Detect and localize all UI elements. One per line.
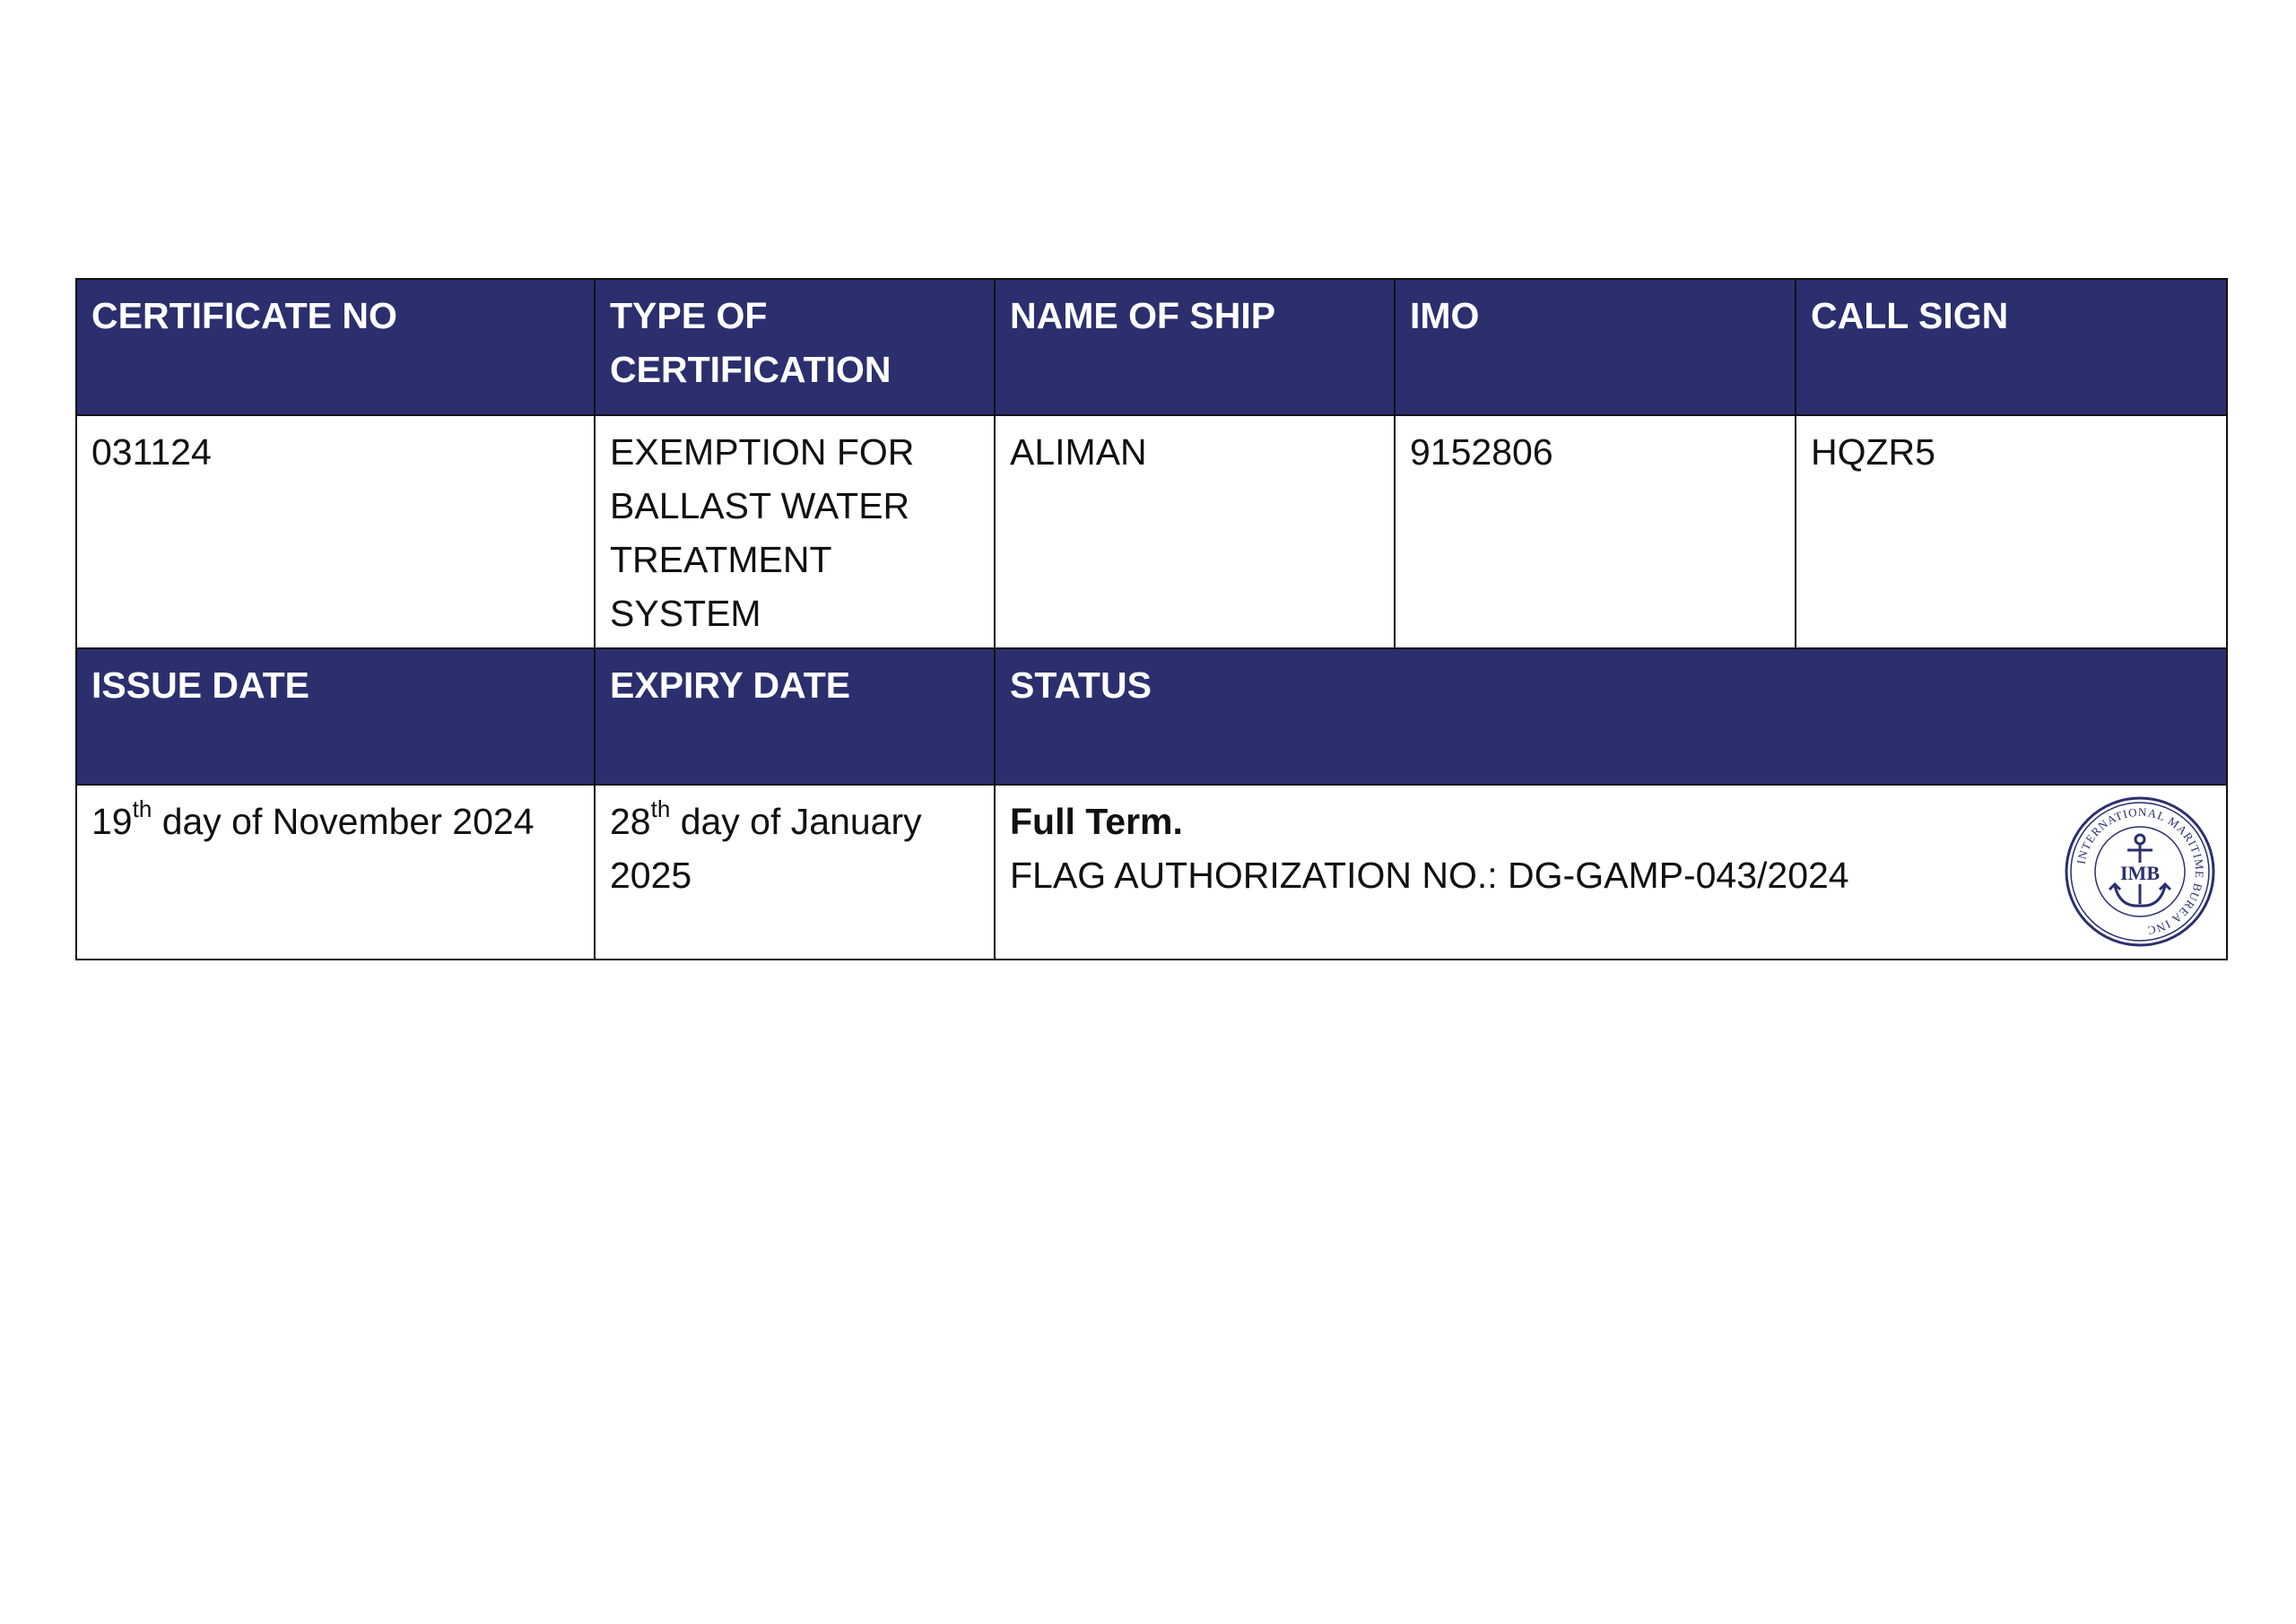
- status-header: STATUS: [995, 648, 2227, 785]
- flag-authorization: FLAG AUTHORIZATION NO.: DG-GAMP-043/2024: [1010, 855, 1849, 896]
- data-row-1: [76, 415, 2227, 648]
- issue-date-value: 19th day of November 2024: [76, 785, 595, 960]
- expiry-date-header: EXPIRY DATE: [595, 648, 995, 785]
- name-of-ship-value: ALIMAN: [995, 415, 1395, 648]
- certificate-no-header: CERTIFICATE NO: [76, 279, 595, 415]
- imb-seal-logo: [2063, 795, 2217, 949]
- imo-value: 9152806: [1395, 415, 1796, 648]
- certificate-no-value: 031124: [76, 415, 595, 648]
- imo-header: IMO: [1395, 279, 1796, 415]
- issue-date-header: ISSUE DATE: [76, 648, 595, 785]
- type-of-certification-value: EXEMPTION FOR BALLAST WATER TREATMENT SYSTEM: [595, 415, 995, 648]
- status-term: Full Term.: [1010, 801, 1183, 842]
- svg-text:IMB: IMB: [2120, 862, 2160, 884]
- header-row-2: [76, 648, 2227, 785]
- call-sign-header: CALL SIGN: [1796, 279, 2227, 415]
- status-value: [995, 785, 2227, 960]
- name-of-ship-header: NAME OF SHIP: [995, 279, 1395, 415]
- data-row-2: [76, 785, 2227, 960]
- header-row-1: [76, 279, 2227, 415]
- svg-text:INTERNATIONAL MARITIME BUREA I: INTERNATIONAL MARITIME BUREA INC: [2074, 804, 2207, 938]
- certificate-table: [75, 278, 2228, 960]
- call-sign-value: HQZR5: [1796, 415, 2227, 648]
- type-of-certification-header: TYPE OF CERTIFICATION: [595, 279, 995, 415]
- expiry-date-value: 28th day of January 2025: [595, 785, 995, 960]
